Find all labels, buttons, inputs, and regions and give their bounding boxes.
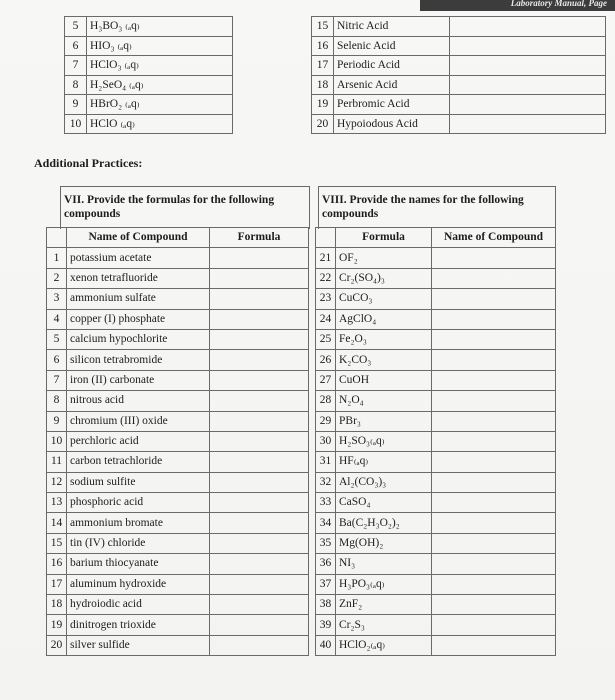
viii-name-answer-cell[interactable] [432, 350, 556, 370]
acid-formula-formula-cell: H₃BO₃ ₍ₐq₎ [87, 17, 233, 37]
acid-name-row [312, 17, 606, 37]
vii-number-cell: 9 [47, 411, 67, 431]
viii-number-cell: 37 [316, 574, 336, 594]
vii-formula-answer-cell[interactable] [210, 513, 309, 533]
acid-name-number-cell: 20 [312, 114, 334, 134]
viii-row [316, 391, 556, 411]
acid-name-answer-cell[interactable] [450, 17, 606, 37]
vii-formula-answer-cell[interactable] [210, 268, 309, 288]
viii-row [316, 452, 556, 472]
vii-formula-answer-cell[interactable] [210, 391, 309, 411]
vii-number-cell: 8 [47, 391, 67, 411]
vii-formula-answer-cell[interactable] [210, 350, 309, 370]
acid-name-answer-cell[interactable] [450, 75, 606, 95]
viii-formula-cell: CaSO₄ [336, 493, 432, 513]
vii-compound-name-cell: silver sulfide [67, 635, 210, 655]
viii-name-answer-cell[interactable] [432, 615, 556, 635]
vii-number-cell: 19 [47, 615, 67, 635]
acid-formula-formula-cell: H₂SeO₄ ₍ₐq₎ [87, 75, 233, 95]
page-header-text: Laboratory Manual, Page [510, 0, 607, 8]
vii-compound-name-cell: tin (IV) chloride [67, 533, 210, 553]
vii-compound-name-cell: dinitrogen trioxide [67, 615, 210, 635]
acid-formula-formula-cell: HClO₃ ₍ₐq₎ [87, 56, 233, 76]
acid-name-table [311, 16, 606, 134]
viii-name-answer-cell[interactable] [432, 329, 556, 349]
viii-formula-cell: Fe₂O₃ [336, 329, 432, 349]
acid-name-row [312, 56, 606, 76]
vii-row [47, 472, 309, 492]
acid-name-number-cell: 17 [312, 56, 334, 76]
viii-number-cell: 22 [316, 268, 336, 288]
acid-name-answer-cell[interactable] [450, 36, 606, 56]
vii-formula-answer-cell[interactable] [210, 411, 309, 431]
viii-formula-cell: Al₂(CO₃)₃ [336, 472, 432, 492]
vii-formula-answer-cell[interactable] [210, 289, 309, 309]
viii-name-answer-cell[interactable] [432, 493, 556, 513]
viii-number-cell: 28 [316, 391, 336, 411]
viii-row [316, 574, 556, 594]
vii-compound-name-cell: perchloric acid [67, 431, 210, 451]
viii-number-cell: 32 [316, 472, 336, 492]
vii-formula-answer-cell[interactable] [210, 615, 309, 635]
acid-name-row [312, 95, 606, 115]
vii-number-cell: 6 [47, 350, 67, 370]
viii-formula-cell: Mg(OH)₂ [336, 533, 432, 553]
viii-row [316, 329, 556, 349]
vii-compound-name-cell: ammonium sulfate [67, 289, 210, 309]
viii-formula-cell: K₂CO₃ [336, 350, 432, 370]
acid-name-number-cell: 18 [312, 75, 334, 95]
viii-formula-cell: PBr₃ [336, 411, 432, 431]
section-vii-table [46, 227, 309, 656]
vii-row [47, 493, 309, 513]
viii-name-answer-cell[interactable] [432, 554, 556, 574]
acid-formula-table [64, 16, 233, 134]
viii-row [316, 268, 556, 288]
vii-row [47, 309, 309, 329]
viii-formula-cell: HF₍ₐq₎ [336, 452, 432, 472]
viii-name-answer-cell[interactable] [432, 248, 556, 268]
vii-number-cell: 17 [47, 574, 67, 594]
vii-formula-answer-cell[interactable] [210, 472, 309, 492]
acid-name-name-cell: Arsenic Acid [334, 75, 450, 95]
viii-row [316, 493, 556, 513]
vii-row [47, 350, 309, 370]
viii-name-header: Name of Compound [432, 228, 556, 248]
acid-formula-row [65, 17, 233, 37]
page-header-band [420, 0, 615, 11]
acid-formula-number-cell: 7 [65, 56, 87, 76]
acid-formula-row [65, 75, 233, 95]
viii-row [316, 309, 556, 329]
vii-row [47, 289, 309, 309]
acid-name-number-cell: 19 [312, 95, 334, 115]
acid-name-answer-cell[interactable] [450, 114, 606, 134]
viii-name-answer-cell[interactable] [432, 370, 556, 390]
viii-name-answer-cell[interactable] [432, 431, 556, 451]
vii-name-header: Name of Compound [67, 228, 210, 248]
vii-compound-name-cell: calcium hypochlorite [67, 329, 210, 349]
viii-row [316, 635, 556, 655]
viii-number-cell: 29 [316, 411, 336, 431]
acid-name-name-cell: Selenic Acid [334, 36, 450, 56]
viii-formula-cell: Ba(C₂H₃O₂)₂ [336, 513, 432, 533]
viii-formula-cell: H₃PO₃₍ₐq₎ [336, 574, 432, 594]
vii-row [47, 615, 309, 635]
viii-number-cell: 27 [316, 370, 336, 390]
vii-row [47, 431, 309, 451]
vii-row [47, 411, 309, 431]
additional-practices-heading: Additional Practices: [34, 156, 143, 170]
vii-compound-name-cell: xenon tetrafluoride [67, 268, 210, 288]
vii-formula-answer-cell[interactable] [210, 370, 309, 390]
vii-number-cell: 3 [47, 289, 67, 309]
viii-row [316, 411, 556, 431]
section-viii-table [315, 227, 556, 656]
viii-name-answer-cell[interactable] [432, 635, 556, 655]
vii-number-cell: 20 [47, 635, 67, 655]
vii-compound-name-cell: aluminum hydroxide [67, 574, 210, 594]
vii-row [47, 635, 309, 655]
vii-number-cell: 18 [47, 595, 67, 615]
vii-number-cell: 2 [47, 268, 67, 288]
viii-name-answer-cell[interactable] [432, 391, 556, 411]
viii-name-answer-cell[interactable] [432, 574, 556, 594]
viii-number-cell: 35 [316, 533, 336, 553]
vii-row [47, 595, 309, 615]
vii-formula-header: Formula [210, 228, 309, 248]
acid-name-answer-cell[interactable] [450, 56, 606, 76]
vii-formula-answer-cell[interactable] [210, 595, 309, 615]
vii-compound-name-cell: nitrous acid [67, 391, 210, 411]
viii-number-cell: 30 [316, 431, 336, 451]
acid-formula-number-cell: 9 [65, 95, 87, 115]
vii-compound-name-cell: carbon tetrachloride [67, 452, 210, 472]
vii-compound-name-cell: ammonium bromate [67, 513, 210, 533]
acid-formula-number-cell: 8 [65, 75, 87, 95]
viii-row [316, 472, 556, 492]
vii-number-cell: 15 [47, 533, 67, 553]
vii-number-cell: 1 [47, 248, 67, 268]
vii-number-cell: 16 [47, 554, 67, 574]
vii-compound-name-cell: phosphoric acid [67, 493, 210, 513]
viii-row [316, 350, 556, 370]
vii-row [47, 533, 309, 553]
vii-row [47, 513, 309, 533]
viii-row [316, 370, 556, 390]
vii-num-header [47, 228, 67, 248]
viii-name-answer-cell[interactable] [432, 472, 556, 492]
viii-row [316, 554, 556, 574]
viii-name-answer-cell[interactable] [432, 513, 556, 533]
viii-formula-cell: OF₂ [336, 248, 432, 268]
vii-formula-answer-cell[interactable] [210, 431, 309, 451]
viii-formula-cell: ZnF₂ [336, 595, 432, 615]
acid-name-answer-cell[interactable] [450, 95, 606, 115]
viii-formula-header: Formula [336, 228, 432, 248]
acid-name-name-cell: Nitric Acid [334, 17, 450, 37]
vii-number-cell: 7 [47, 370, 67, 390]
acid-name-name-cell: Perbromic Acid [334, 95, 450, 115]
viii-name-answer-cell[interactable] [432, 533, 556, 553]
vii-compound-name-cell: silicon tetrabromide [67, 350, 210, 370]
vii-compound-name-cell: iron (II) carbonate [67, 370, 210, 390]
viii-number-cell: 36 [316, 554, 336, 574]
viii-number-cell: 34 [316, 513, 336, 533]
viii-number-cell: 40 [316, 635, 336, 655]
vii-row [47, 268, 309, 288]
viii-row [316, 289, 556, 309]
vii-number-cell: 12 [47, 472, 67, 492]
viii-formula-cell: NI₃ [336, 554, 432, 574]
viii-number-cell: 31 [316, 452, 336, 472]
viii-number-cell: 38 [316, 595, 336, 615]
viii-number-cell: 23 [316, 289, 336, 309]
viii-row [316, 248, 556, 268]
acid-formula-formula-cell: HClO ₍ₐq₎ [87, 114, 233, 134]
section-vii-title: VII. Provide the formulas for the following compounds [64, 194, 275, 220]
acid-name-row [312, 114, 606, 134]
viii-name-answer-cell[interactable] [432, 268, 556, 288]
viii-row [316, 615, 556, 635]
viii-formula-cell: AgClO₄ [336, 309, 432, 329]
acid-name-number-cell: 15 [312, 17, 334, 37]
vii-number-cell: 13 [47, 493, 67, 513]
acid-formula-formula-cell: HBrO₂ ₍ₐq₎ [87, 95, 233, 115]
viii-formula-cell: HClO₂₍ₐq₎ [336, 635, 432, 655]
vii-number-cell: 5 [47, 329, 67, 349]
vii-formula-answer-cell[interactable] [210, 533, 309, 553]
acid-formula-row [65, 114, 233, 134]
vii-row [47, 391, 309, 411]
vii-formula-answer-cell[interactable] [210, 554, 309, 574]
acid-name-row [312, 36, 606, 56]
acid-formula-row [65, 95, 233, 115]
viii-formula-cell: Cr₂S₃ [336, 615, 432, 635]
viii-formula-cell: CuOH [336, 370, 432, 390]
vii-row [47, 554, 309, 574]
vii-formula-answer-cell[interactable] [210, 309, 309, 329]
viii-formula-cell: N₂O₄ [336, 391, 432, 411]
acid-formula-formula-cell: HIO₃ ₍ₐq₎ [87, 36, 233, 56]
viii-row [316, 595, 556, 615]
viii-name-answer-cell[interactable] [432, 289, 556, 309]
viii-number-cell: 26 [316, 350, 336, 370]
vii-row [47, 248, 309, 268]
vii-number-cell: 11 [47, 452, 67, 472]
vii-row [47, 574, 309, 594]
acid-name-row [312, 75, 606, 95]
viii-number-cell: 24 [316, 309, 336, 329]
vii-row [47, 329, 309, 349]
acid-formula-number-cell: 6 [65, 36, 87, 56]
vii-number-cell: 4 [47, 309, 67, 329]
acid-formula-number-cell: 10 [65, 114, 87, 134]
viii-formula-cell: CuCO₃ [336, 289, 432, 309]
viii-number-cell: 21 [316, 248, 336, 268]
section-viii-title: VIII. Provide the names for the following compounds [322, 194, 524, 220]
vii-number-cell: 10 [47, 431, 67, 451]
acid-formula-number-cell: 5 [65, 17, 87, 37]
vii-row [47, 452, 309, 472]
acid-formula-row [65, 36, 233, 56]
acid-name-name-cell: Periodic Acid [334, 56, 450, 76]
vii-compound-name-cell: hydroiodic acid [67, 595, 210, 615]
vii-compound-name-cell: sodium sulfite [67, 472, 210, 492]
viii-num-header [316, 228, 336, 248]
vii-formula-answer-cell[interactable] [210, 248, 309, 268]
viii-formula-cell: H₂SO₃₍ₐq₎ [336, 431, 432, 451]
viii-row [316, 513, 556, 533]
vii-compound-name-cell: potassium acetate [67, 248, 210, 268]
viii-formula-cell: Cr₂(SO₄)₃ [336, 268, 432, 288]
viii-number-cell: 33 [316, 493, 336, 513]
vii-row [47, 370, 309, 390]
viii-number-cell: 25 [316, 329, 336, 349]
acid-name-name-cell: Hypoiodous Acid [334, 114, 450, 134]
viii-name-answer-cell[interactable] [432, 309, 556, 329]
vii-formula-answer-cell[interactable] [210, 329, 309, 349]
viii-row [316, 533, 556, 553]
acid-name-number-cell: 16 [312, 36, 334, 56]
vii-compound-name-cell: barium thiocyanate [67, 554, 210, 574]
vii-formula-answer-cell[interactable] [210, 635, 309, 655]
viii-number-cell: 39 [316, 615, 336, 635]
acid-formula-row [65, 56, 233, 76]
vii-compound-name-cell: chromium (III) oxide [67, 411, 210, 431]
viii-name-answer-cell[interactable] [432, 452, 556, 472]
vii-compound-name-cell: copper (I) phosphate [67, 309, 210, 329]
viii-name-answer-cell[interactable] [432, 411, 556, 431]
viii-row [316, 431, 556, 451]
vii-formula-answer-cell[interactable] [210, 574, 309, 594]
viii-name-answer-cell[interactable] [432, 595, 556, 615]
vii-formula-answer-cell[interactable] [210, 493, 309, 513]
vii-number-cell: 14 [47, 513, 67, 533]
vii-formula-answer-cell[interactable] [210, 452, 309, 472]
